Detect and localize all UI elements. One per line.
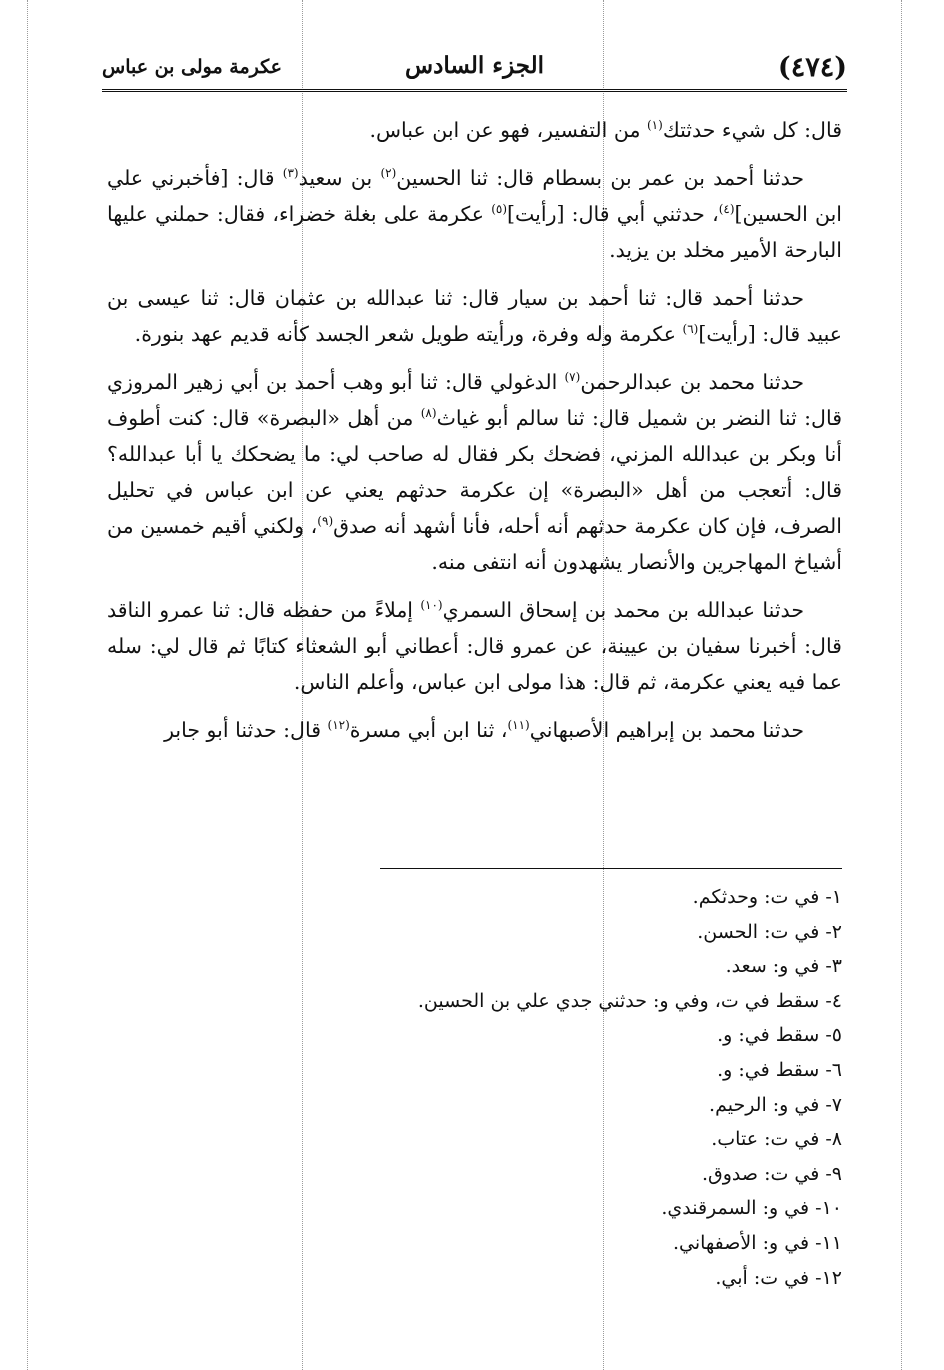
- footnote-ref: (٩): [317, 514, 334, 529]
- paragraph: [107, 592, 842, 700]
- text-run: عكرمة على بغلة خضراء، فقال: حملني عليها البارحة الأمير مخلد بن يزيد.: [107, 202, 842, 262]
- text-run: ، حدثني أبي قال: [رأيت]: [507, 202, 719, 226]
- page-header: [102, 44, 847, 92]
- text-run: قال: حدثنا أبو جابر: [164, 718, 328, 742]
- main-text: [107, 112, 842, 760]
- text-run: ، ثنا ابن أبي مسرة: [349, 718, 508, 742]
- paragraph: [107, 112, 842, 148]
- footnote: ٩- في ت: صدوق.: [701, 1162, 842, 1185]
- text-run: حدثنا محمد بن عبدالرحمن: [580, 370, 804, 394]
- footnote: ٥- سقط في: و.: [717, 1024, 842, 1047]
- footnote-ref: (٣): [282, 166, 299, 181]
- text-run: قال: [فأخبرني علي ابن الحسين]: [107, 166, 842, 226]
- text-run: حدثنا محمد بن إبراهيم الأصبهاني: [529, 718, 804, 742]
- text-run: عكرمة وله وفرة، ورأيته طويل شعر الجسد كأنه قديم عهد بنورة.: [134, 322, 683, 346]
- text-run: إملاءً من حفظه قال: ثنا عمرو الناقد قال: أخبرنا سفيان بن عيينة، عن عمرو قال: أعطاني أبو الشعثاء كتابًا ثم قال لي: سله عما فيه يعني عكرمة، ثم قال: هذا مولى ابن عباس، وأعلم الناس.: [107, 598, 842, 694]
- text-run: الدغولي قال: ثنا أبو وهب أحمد بن أبي زهير المروزي قال: ثنا النضر بن شميل قال: ثنا سالم أبو غياث: [107, 370, 843, 430]
- text-run: حدثنا أحمد قال: ثنا أحمد بن سيار قال: ثنا عبدالله بن عثمان قال: ثنا عيسى بن عبيد قال: [رأيت]: [107, 286, 842, 346]
- footnote: ٧- في و: الرحيم.: [709, 1093, 842, 1116]
- scan-dotted-line: [901, 0, 902, 1370]
- footnote: ١٢- في ت: أبي.: [715, 1266, 842, 1289]
- footnote: ٨- في ت: عتاب.: [711, 1128, 842, 1151]
- footnote-ref: (٥): [491, 202, 508, 217]
- text-run: بن سعيد: [298, 166, 381, 190]
- footnotes: [380, 880, 842, 1295]
- footnote: ٢- في ت: الحسن.: [697, 920, 842, 943]
- running-title: الجزء السادس: [405, 52, 544, 79]
- footnote: ١- في ت: وحدثكم.: [692, 886, 842, 908]
- text-run: من التفسير، فهو عن ابن عباس.: [369, 118, 647, 142]
- footnote-ref: (٨): [420, 406, 437, 421]
- footnote: ١١- في و: الأصفهاني.: [672, 1231, 842, 1254]
- paragraph: [107, 280, 842, 352]
- text-run: من أهل «البصرة» قال: كنت أطوف أنا وبكر بن عبدالله المزني، فضحك بكر فقال له صاحب لي: ما يضحكك يا أبا عبدالله؟ قال: أتعجب من أهل «البصرة» إن عكرمة حدثهم يعني عن ابن عباس في تحليل الصرف، فإن كان عكرمة حدثهم أنه أحله، فأنا أشهد أنه صدق: [107, 406, 842, 538]
- footnote: ٣- في و: سعد.: [725, 955, 842, 978]
- book-title: عكرمة مولى بن عباس: [102, 56, 282, 78]
- text-run: قال: كل شيء حدثتك: [662, 118, 842, 142]
- footnote: ١٠- في و: السمرقندي.: [661, 1197, 842, 1220]
- footnote-ref: (٧): [564, 370, 581, 385]
- text-run: حدثنا عبدالله بن محمد بن إسحاق السمري: [442, 598, 804, 622]
- footnote-ref: (١٠): [420, 598, 443, 613]
- paragraph: [107, 712, 842, 748]
- scan-dotted-line: [27, 0, 28, 1370]
- footnote-ref: (٦): [682, 322, 699, 337]
- header-rule: [102, 89, 847, 92]
- footnote-ref: (١): [646, 118, 663, 133]
- footnote: ٦- سقط في: و.: [717, 1058, 842, 1081]
- footnote-divider: [380, 868, 842, 869]
- footnote-ref: (١١): [507, 718, 530, 733]
- footnote-ref: (١٢): [327, 718, 350, 733]
- paragraph: [107, 160, 842, 268]
- footnote-ref: (٤): [718, 202, 735, 217]
- footnote: ٤- سقط في ت، وفي و: حدثني جدي علي بن الحسين.: [417, 989, 842, 1012]
- text-run: ، ولكني أقيم خمسين من أشياخ المهاجرين والأنصار يشهدون أنه انتفى منه.: [107, 514, 842, 574]
- text-run: حدثنا أحمد بن عمر بن بسطام قال: ثنا الحسين: [396, 166, 805, 190]
- footnote-ref: (٢): [380, 166, 397, 181]
- page-number: (٤٧٤): [777, 52, 847, 83]
- paragraph: [107, 364, 842, 580]
